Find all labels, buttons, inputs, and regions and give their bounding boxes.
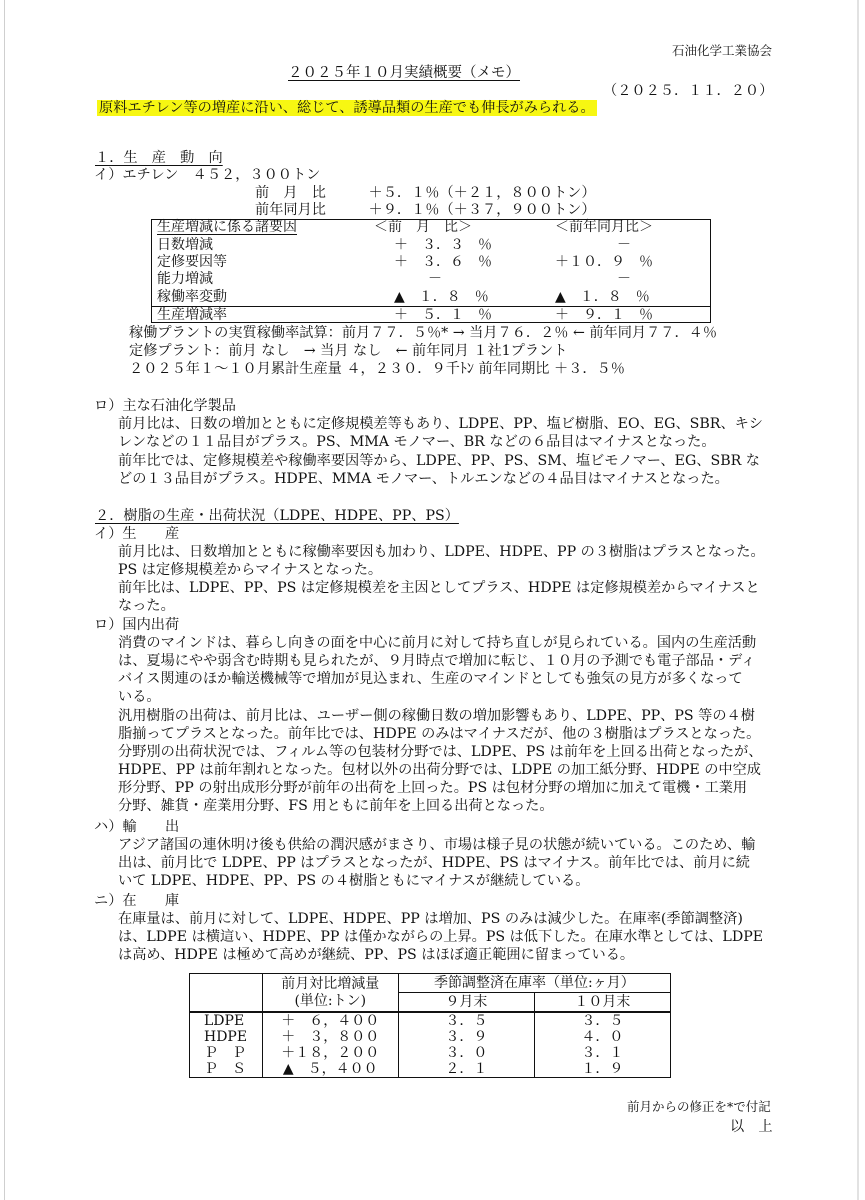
factor-yoy: － xyxy=(617,271,631,288)
inv-header-sep: ９月末 xyxy=(398,993,534,1013)
paragraph-line: 前月比は、日数増加とともに稼働率要因も加わり、LDPE、HDPE、PP の３樹脂はプラスとなった。 xyxy=(118,544,765,560)
factor-mom: ▲ １．８ ％ xyxy=(394,288,489,305)
inv-change: ▲ ５，４００ xyxy=(262,1061,398,1078)
inv-rate-oct: ４．０ xyxy=(534,1029,670,1045)
table-row xyxy=(190,1029,671,1045)
paragraph-line: は、夏場にやや弱含む時期も見られたが、９月時点で増加に転じ、１０月の予測でも電子部品・ディ xyxy=(118,653,756,669)
inv-change: ＋１８，２００ xyxy=(262,1045,398,1061)
inv-rate-sep: ３．０ xyxy=(398,1045,534,1061)
factor-yoy: ＋１０．９ ％ xyxy=(555,253,653,270)
table-row xyxy=(190,1045,671,1061)
inv-rate-oct: １．９ xyxy=(534,1061,670,1078)
inv-resin: LDPE xyxy=(190,1012,263,1029)
export-heading: ハ）輸 出 xyxy=(94,819,180,835)
organization-name: 石油化学工業協会 xyxy=(672,43,773,58)
total-label: 生産増減率 xyxy=(151,306,368,324)
total-yoy: ＋ ９．１ ％ xyxy=(515,306,711,324)
inv-resin: Ｐ Ｓ xyxy=(190,1061,263,1078)
section-2-heading: ２．樹脂の生産・出荷状況（LDPE、HDPE、PP、PS） xyxy=(95,508,459,524)
paragraph-line: 脂揃ってプラスとなった。前年比では、HDPE のみはマイナスだが、他の３樹脂はプラスとなった。 xyxy=(118,726,761,742)
ethylene-mom: 前 月 比 ＋５．１％（＋２１，８００トン） xyxy=(255,185,596,201)
section-1-heading: １．生 産 動 向 xyxy=(95,150,223,166)
table-row-total xyxy=(151,306,711,324)
table-row xyxy=(151,254,711,271)
factor-label: 稼働率変動 xyxy=(157,288,227,305)
factor-mom: － xyxy=(428,271,442,288)
table-row xyxy=(190,1061,671,1078)
inv-resin: HDPE xyxy=(190,1029,263,1045)
report-date: （２０２５．１１．２０） xyxy=(603,83,774,99)
ethylene-volume: イ）エチレン ４５２，３００トン xyxy=(94,167,321,183)
inv-header-change xyxy=(262,974,398,1013)
factor-label: 日数増減 xyxy=(157,236,213,253)
factor-mom: ＋ ３．３ ％ xyxy=(394,236,492,253)
inv-change-unit-label: (単位:トン) xyxy=(294,992,367,1009)
paragraph-line: バイス関連のほか輸送機械等で増加が見込まれ、生産のマインドとしても強気の見方が多くなって xyxy=(118,671,743,687)
cumulative-line: ２０２５年１～１０月累計生産量 ４，２３０．９千ﾄﾝ 前年同期比 ＋３．５％ xyxy=(129,361,625,377)
paragraph-line: PS は定修規模差からマイナスとなった。 xyxy=(118,562,383,578)
end-mark: 以 上 xyxy=(730,1119,773,1135)
section-1-ro-heading: ロ）主な石油化学製品 xyxy=(94,398,236,414)
factor-label: 定修要因等 xyxy=(157,253,227,270)
inventory-table xyxy=(189,973,671,1078)
factor-yoy: ▲ １．８ ％ xyxy=(555,288,650,305)
operating-rate-line: 稼働プラントの実質稼働率試算：前月７７．５％* → 当月７６．２％ ← 前年同月７７．４％ xyxy=(129,325,718,341)
paragraph-line: 形分野、PP の射出成形分野が前年の出荷を上回った。PS は包材分野の増加に加えて電機・工業用 xyxy=(118,780,748,796)
inv-resin: Ｐ Ｐ xyxy=(190,1045,263,1061)
paragraph-line: アジア諸国の連休明け後も供給の潤沢感がまさり、市場は様子見の状態が続いている。このため、輸 xyxy=(118,837,756,853)
paragraph-line: 汎用樹脂の出荷は、前月比は、ユーザー側の稼働日数の増加影響もあり、LDPE、PP、PS 等の４樹 xyxy=(118,708,755,724)
table-row xyxy=(190,974,671,993)
paragraph-line: 消費のマインドは、暮らし向きの面を中心に前月に対して持ち直しが見られている。国内の生産活動 xyxy=(118,635,757,651)
inv-change: ＋ ３，８００ xyxy=(262,1029,398,1045)
paragraph-line: レンなどの１１品目がプラス。PS、MMA モノマー、BR などの６品目はマイナスとなった。 xyxy=(118,434,716,450)
paragraph-line: いて LDPE、HDPE、PP、PS の４樹脂ともにマイナスが継続している。 xyxy=(118,873,590,889)
maintenance-line: 定修プラント：前月 なし → 当月 なし ← 前年同月 １社1プラント xyxy=(129,343,568,359)
highlight-text: 原料エチレン等の増産に沿い、総じて、誘導品類の生産でも伸長がみられる。 xyxy=(99,100,595,116)
inv-change-header-label: 前月対比増減量 xyxy=(281,975,380,992)
paragraph-line: いる。 xyxy=(118,689,161,705)
paragraph-line: 在庫量は、前月に対して、LDPE、HDPE、PP は増加、PS のみは減少した。在庫率(季節調整済) xyxy=(118,911,743,927)
table-row xyxy=(190,1012,671,1029)
paragraph-line: 分野、雑貨・産業用分野、FS 用ともに前年を上回る出荷となった。 xyxy=(118,798,554,814)
factor-yoy: － xyxy=(617,236,631,253)
inv-header-rate: 季節調整済在庫率（単位:ヶ月） xyxy=(398,974,670,993)
inv-rate-sep: ３．９ xyxy=(398,1029,534,1045)
inv-change: ＋ ６，４００ xyxy=(262,1012,398,1029)
table-row xyxy=(151,236,711,253)
factors-header-label: 生産増減に係る諸要因 xyxy=(157,219,297,236)
page-title: ２０２５年１０月実績概要（メモ） xyxy=(288,65,520,81)
table-row xyxy=(151,219,711,236)
factor-mom: ＋ ３．６ ％ xyxy=(394,253,492,270)
summary-highlight xyxy=(97,100,597,117)
table-row xyxy=(151,289,711,307)
revision-note: 前月からの修正を*で付記 xyxy=(627,1099,771,1114)
table-header-mom: ＜前 月 比＞ xyxy=(374,219,472,236)
domestic-shipment-heading: ロ）国内出荷 xyxy=(94,617,180,633)
table-header-factors xyxy=(151,219,368,236)
paragraph-line: HDPE、PP は前年割れとなった。包材以外の出荷分野では、LDPE の加工紙分野、HDPE の中空成 xyxy=(118,762,761,778)
paragraph-line: 前年比では、定修規模差や稼働率要因等から、LDPE、PP、PS、SM、塩ビモノマー、EG、SBR な xyxy=(118,453,760,469)
paragraph-line: なった。 xyxy=(118,598,175,614)
table-header-yoy: ＜前年同月比＞ xyxy=(555,219,653,236)
production-heading: イ）生 産 xyxy=(94,526,180,542)
inventory-heading: ニ）在 庫 xyxy=(94,893,180,909)
paragraph-line: は、LDPE は横這い、HDPE、PP は僅かながらの上昇。PS は低下した。在庫水準としては、LDPE xyxy=(118,929,764,945)
paragraph-line: 出は、前月比で LDPE、PP はプラスとなったが、HDPE、PS はマイナス。前年比では、前月に続 xyxy=(118,855,750,871)
factors-table xyxy=(151,219,711,324)
inv-rate-sep: ２．１ xyxy=(398,1061,534,1078)
inv-rate-oct: ３．５ xyxy=(534,1012,670,1029)
paragraph-line: 前月比は、日数の増加とともに定修規模差等もあり、LDPE、PP、塩ビ樹脂、EO、EG、SBR、キシ xyxy=(118,416,763,432)
inv-rate-sep: ３．５ xyxy=(398,1012,534,1029)
ethylene-yoy: 前年同月比 ＋９．１％（＋３７，９００トン） xyxy=(255,202,596,218)
inv-header-oct: １０月末 xyxy=(534,993,670,1013)
paragraph-line: 前年比は、LDPE、PP、PS は定修規模差を主因としてプラス、HDPE は定修規模差からマイナスと xyxy=(118,580,760,596)
table-row xyxy=(151,271,711,288)
factor-label: 能力増減 xyxy=(157,271,213,288)
total-mom: ＋ ５．１ ％ xyxy=(368,306,515,324)
inv-rate-oct: ３．１ xyxy=(534,1045,670,1061)
inv-corner-cell xyxy=(190,974,263,1013)
paragraph-line: は高め、HDPE は極めて高めが継続、PP、PS はほぼ適正範囲に留まっている。 xyxy=(118,947,635,963)
paragraph-line: どの１３品目がプラス。HDPE、MMA モノマー、トルエンなどの４品目はマイナスとなった。 xyxy=(118,471,729,487)
paragraph-line: 分野別の出荷状況では、フィルム等の包装材分野では、LDPE、PS は前年を上回る出荷となったが、 xyxy=(118,744,763,760)
